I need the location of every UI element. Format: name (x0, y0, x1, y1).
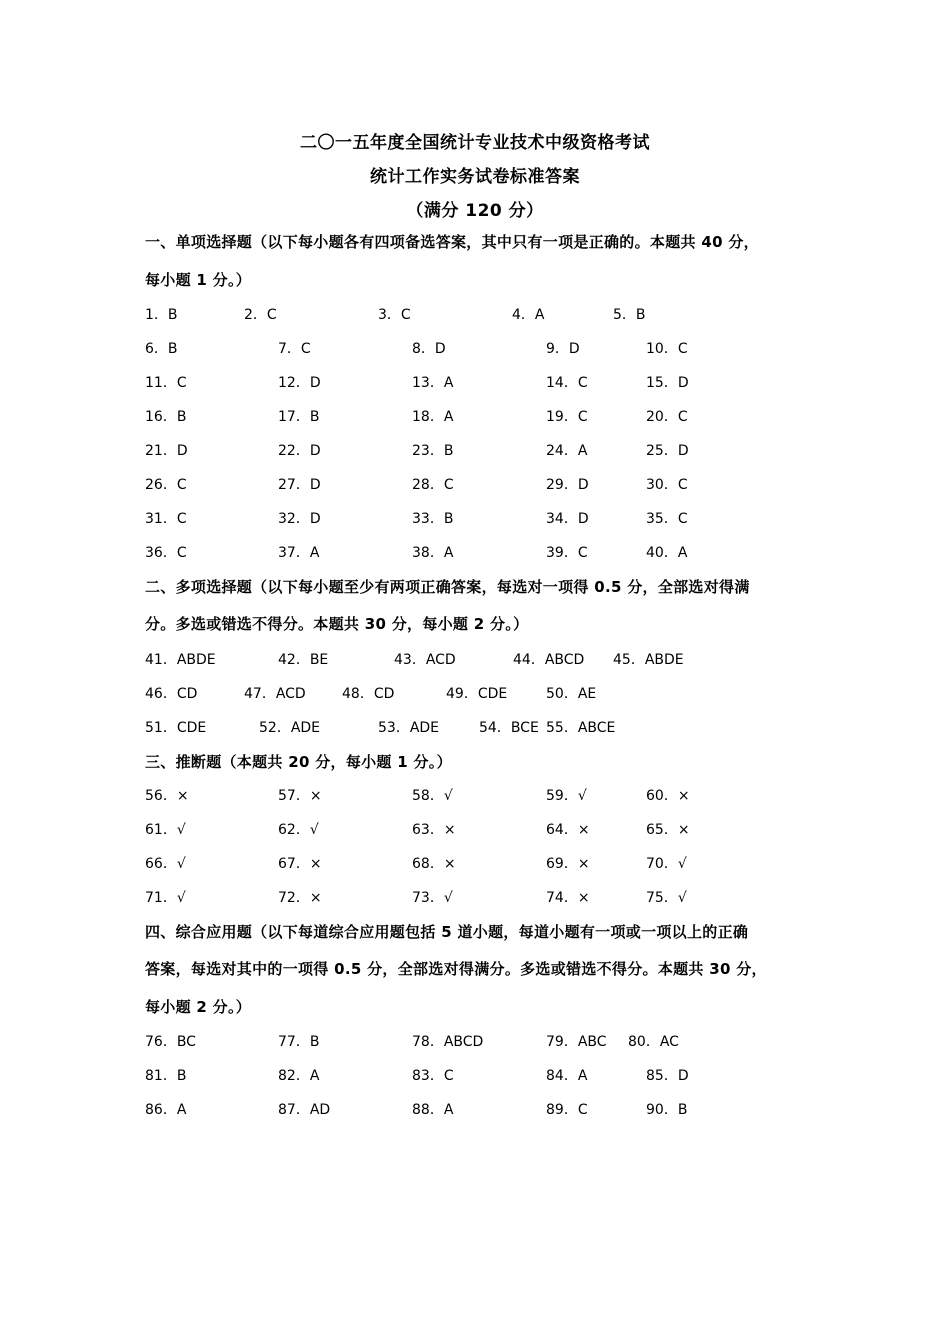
answer-item: 3．C (378, 307, 411, 323)
section-4-heading-cont: 答案，每选对其中的一项得 0.5 分，全部选对得满分。多选或错选不得分。本题共 30 分， (145, 960, 767, 978)
answer-item: 4．A (512, 307, 545, 323)
answer-item: 89．C (546, 1102, 588, 1118)
answer-item: 9．D (546, 341, 580, 357)
answer-item: 38．A (412, 545, 454, 561)
answer-item: 52．ADE (259, 720, 321, 736)
answer-item: 50．AE (546, 686, 597, 702)
answer-item: 2．C (244, 307, 277, 323)
section-3-heading: 三、推断题（本题共 20 分，每小题 1 分。） (145, 753, 452, 771)
answer-item: 57．× (278, 788, 322, 804)
answer-item: 81．B (145, 1068, 187, 1084)
answer-item: 29．D (546, 477, 589, 493)
answer-item: 1．B (145, 307, 178, 323)
answer-item: 35．C (646, 511, 688, 527)
answer-item: 26．C (145, 477, 187, 493)
answer-item: 15．D (646, 375, 689, 391)
answer-item: 42．BE (278, 652, 329, 668)
answer-item: 64．× (546, 822, 590, 838)
answer-item: 74．× (546, 890, 590, 906)
answer-item: 86．A (145, 1102, 187, 1118)
answer-item: 68．× (412, 856, 456, 872)
answer-item: 65．× (646, 822, 690, 838)
answer-item: 23．B (412, 443, 454, 459)
section-1-heading: 一、单项选择题（以下每小题各有四项备选答案，其中只有一项是正确的。本题共 40 分， (145, 233, 759, 251)
answer-item: 58．√ (412, 788, 453, 804)
answer-item: 18．A (412, 409, 454, 425)
answer-item: 30．C (646, 477, 688, 493)
section-1-heading-cont: 每小题 1 分。） (145, 271, 252, 289)
answer-item: 8．D (412, 341, 446, 357)
answer-item: 31．C (145, 511, 187, 527)
answer-item: 79．ABC (546, 1034, 607, 1050)
answer-item: 48．CD (342, 686, 395, 702)
answer-item: 85．D (646, 1068, 689, 1084)
full-score-note: （满分 120 分） (406, 201, 544, 221)
section-2-heading: 二、多项选择题（以下每小题至少有两项正确答案，每选对一项得 0.5 分，全部选对得满 (145, 578, 750, 596)
answer-item: 83．C (412, 1068, 454, 1084)
answer-item: 25．D (646, 443, 689, 459)
answer-item: 27．D (278, 477, 321, 493)
answer-item: 80．AC (628, 1034, 679, 1050)
section-4-heading: 四、综合应用题（以下每道综合应用题包括 5 道小题，每道小题有一项或一项以上的正确 (145, 923, 749, 941)
answer-item: 37．A (278, 545, 320, 561)
answer-item: 78．ABCD (412, 1034, 484, 1050)
answer-item: 39．C (546, 545, 588, 561)
answer-item: 28．C (412, 477, 454, 493)
answer-item: 51．CDE (145, 720, 207, 736)
answer-item: 5．B (613, 307, 646, 323)
answer-item: 90．B (646, 1102, 688, 1118)
answer-item: 16．B (145, 409, 187, 425)
answer-item: 20．C (646, 409, 688, 425)
answer-item: 44．ABCD (513, 652, 585, 668)
section-4-heading-end: 每小题 2 分。） (145, 998, 252, 1016)
answer-item: 10．C (646, 341, 688, 357)
answer-item: 55．ABCE (546, 720, 616, 736)
answer-item: 63．× (412, 822, 456, 838)
answer-item: 72．× (278, 890, 322, 906)
answer-item: 11．C (145, 375, 187, 391)
answer-item: 62．√ (278, 822, 319, 838)
answer-item: 84．A (546, 1068, 588, 1084)
answer-item: 7．C (278, 341, 311, 357)
answer-item: 73．√ (412, 890, 453, 906)
answer-item: 71．√ (145, 890, 186, 906)
exam-title: 二〇一五年度全国统计专业技术中级资格考试 (300, 133, 650, 153)
answer-item: 82．A (278, 1068, 320, 1084)
answer-item: 59．√ (546, 788, 587, 804)
answer-item: 88．A (412, 1102, 454, 1118)
answer-item: 66．√ (145, 856, 186, 872)
answer-item: 21．D (145, 443, 188, 459)
answer-item: 47．ACD (244, 686, 306, 702)
answer-item: 60．× (646, 788, 690, 804)
answer-item: 19．C (546, 409, 588, 425)
answer-item: 6．B (145, 341, 178, 357)
answer-item: 75．√ (646, 890, 687, 906)
answer-item: 17．B (278, 409, 320, 425)
answer-item: 49．CDE (446, 686, 508, 702)
answer-item: 69．× (546, 856, 590, 872)
answer-item: 22．D (278, 443, 321, 459)
answer-item: 77．B (278, 1034, 320, 1050)
exam-subtitle: 统计工作实务试卷标准答案 (370, 167, 580, 187)
answer-item: 67．× (278, 856, 322, 872)
answer-item: 70．√ (646, 856, 687, 872)
answer-item: 41．ABDE (145, 652, 216, 668)
answer-item: 13．A (412, 375, 454, 391)
answer-item: 14．C (546, 375, 588, 391)
answer-item: 61．√ (145, 822, 186, 838)
answer-item: 33．B (412, 511, 454, 527)
answer-item: 24．A (546, 443, 588, 459)
answer-item: 53．ADE (378, 720, 440, 736)
answer-item: 40．A (646, 545, 688, 561)
answer-item: 34．D (546, 511, 589, 527)
answer-item: 56．× (145, 788, 189, 804)
answer-item: 46．CD (145, 686, 198, 702)
answer-item: 87．AD (278, 1102, 331, 1118)
answer-item: 36．C (145, 545, 187, 561)
answer-item: 43．ACD (394, 652, 456, 668)
answer-item: 76．BC (145, 1034, 196, 1050)
answer-item: 12．D (278, 375, 321, 391)
answer-item: 32．D (278, 511, 321, 527)
answer-item: 45．ABDE (613, 652, 684, 668)
section-2-heading-cont: 分。多选或错选不得分。本题共 30 分，每小题 2 分。） (145, 615, 529, 633)
answer-item: 54．BCE (479, 720, 539, 736)
